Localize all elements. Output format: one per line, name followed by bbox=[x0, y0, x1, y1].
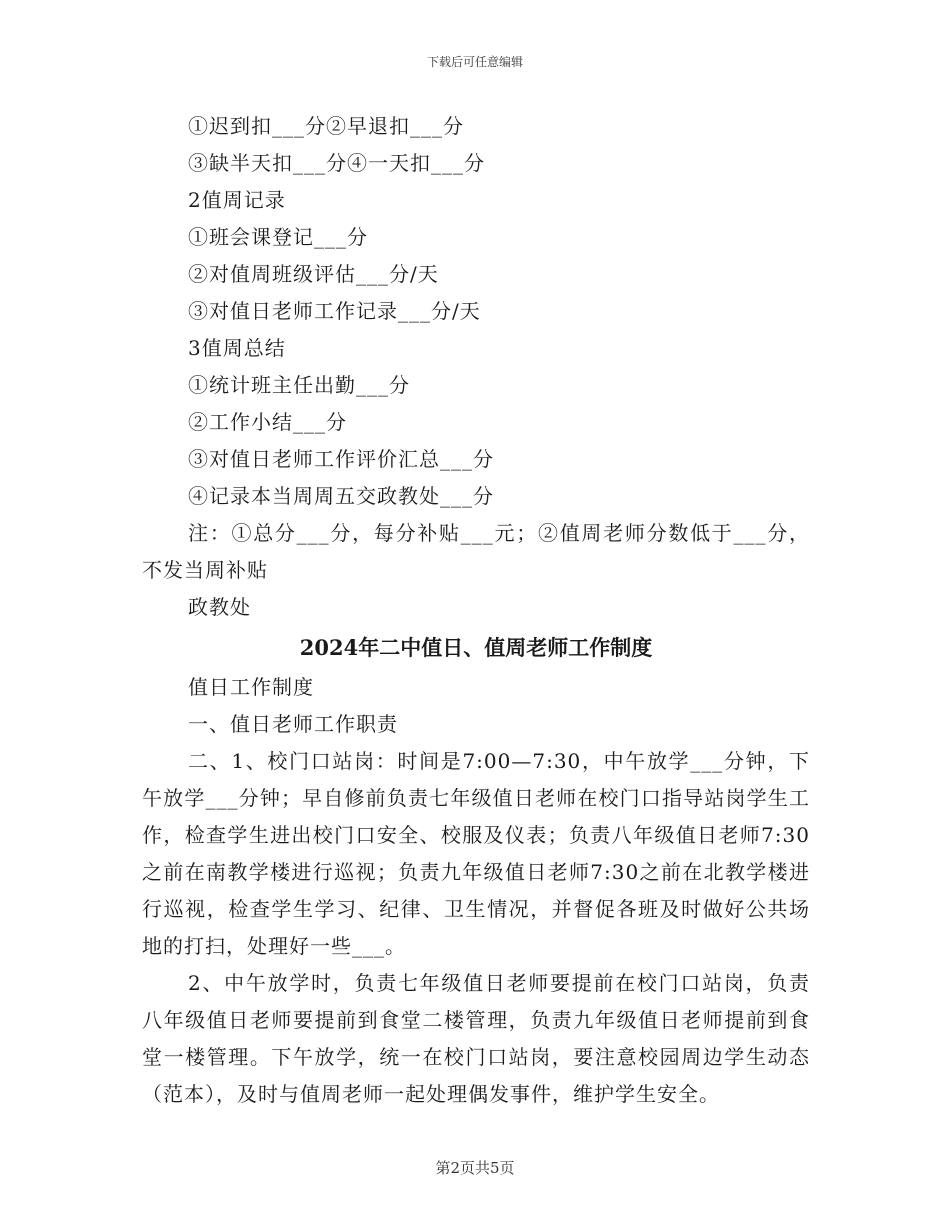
signature-line: 政教处 bbox=[188, 595, 251, 619]
document-body bbox=[142, 108, 810, 1113]
rule-line: ④记录本当周周五交政教处___分 bbox=[188, 484, 494, 508]
section-heading: 3值周总结 bbox=[188, 336, 286, 360]
section-heading: 一、值日老师工作职责 bbox=[188, 712, 398, 736]
body-paragraph: 2、中午放学时，负责七年级值日老师要提前在校门口站岗，负责八年级值日老师要提前到食堂二楼管理，负责九年级值日老师提前到食堂一楼管理。下午放学，统一在校门口站岗，要注意校园周边学生动态（范本），及时与值周老师一起处理偶发事件，维护学生安全。 bbox=[142, 971, 810, 1106]
rule-line: ③对值日老师工作记录___分/天 bbox=[188, 299, 481, 323]
rule-line: ①统计班主任出勤___分 bbox=[188, 373, 410, 397]
body-paragraph: 二、1、校门口站岗：时间是7:00—7:30，中午放学___分钟，下午放学___分钟；早自修前负责七年级值日老师在校门口指导站岗学生工作，检查学生进出校门口安全、校服及仪表；负责八年级值日老师7:30之前在南教学楼进行巡视；负责九年级值日老师7:30之前在北教学楼进行巡视，检查学生学习、纪律、卫生情况，并督促各班及时做好公共场地的打扫，处理好一些___。 bbox=[142, 749, 810, 958]
page-header: 下载后可任意编辑 bbox=[426, 55, 523, 69]
rule-line: ①班会课登记___分 bbox=[188, 225, 368, 249]
note-paragraph: 注：①总分___分，每分补贴___元；②值周老师分数低于___分，不发当周补贴 bbox=[142, 521, 810, 582]
rule-line: ③对值日老师工作评价汇总___分 bbox=[188, 447, 494, 471]
page-footer: 第2页共5页 bbox=[435, 1159, 515, 1177]
document-title: 2024年二中值日、值周老师工作制度 bbox=[299, 635, 653, 660]
section-heading: 2值周记录 bbox=[188, 188, 286, 212]
rule-line: ②对值周班级评估___分/天 bbox=[188, 262, 439, 286]
section-heading: 值日工作制度 bbox=[188, 675, 314, 699]
rule-line: ①迟到扣___分②早退扣___分 bbox=[188, 114, 464, 138]
rule-line: ③缺半天扣___分④一天扣___分 bbox=[188, 151, 485, 175]
rule-line: ②工作小结___分 bbox=[188, 410, 347, 434]
